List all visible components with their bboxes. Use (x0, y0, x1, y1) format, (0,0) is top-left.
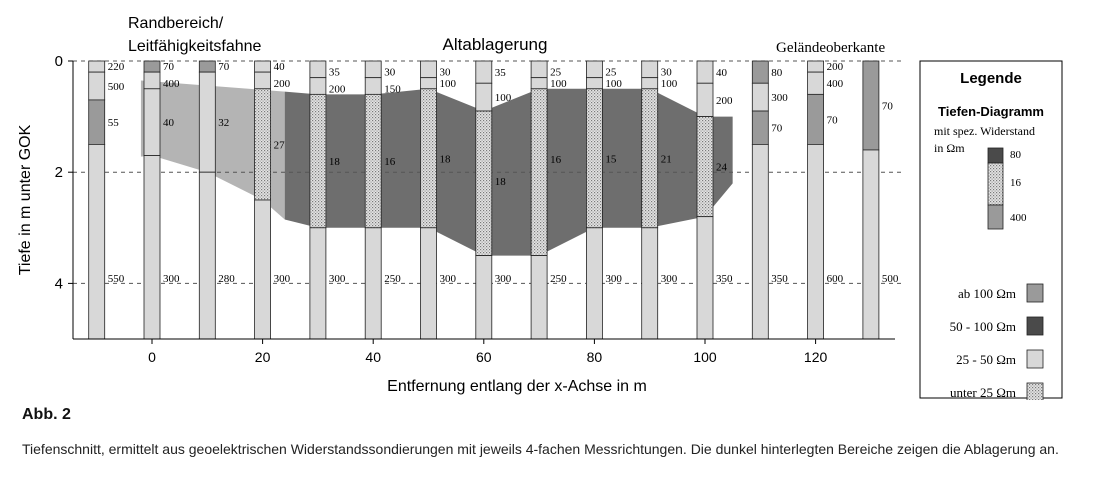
resistivity-label: 100 (660, 77, 678, 90)
legend-swatch (1027, 317, 1043, 335)
resistivity-label: 550 (107, 272, 125, 285)
resistivity-label: 400 (826, 78, 844, 91)
annotation-gelaendeoberkante: Geländeoberkante (776, 40, 886, 56)
resistivity-label: 600 (826, 272, 844, 285)
resistivity-label: 70 (218, 61, 230, 74)
legend-sample-value: 16 (1010, 177, 1021, 189)
resistivity-label: 21 (660, 153, 672, 166)
legend-class-label: unter 25 Ωm (950, 385, 1016, 400)
layer-block (255, 200, 271, 339)
y-tick-label: 2 (54, 164, 63, 182)
layer-block (642, 228, 658, 339)
layer-block (421, 78, 437, 89)
layer-block (310, 78, 326, 95)
resistivity-label: 30 (439, 66, 451, 79)
x-tick-label: 0 (148, 349, 156, 365)
resistivity-label: 100 (550, 77, 567, 90)
resistivity-label: 350 (716, 272, 733, 285)
resistivity-label: 350 (771, 272, 788, 285)
layer-block (586, 61, 602, 78)
resistivity-label: 300 (328, 272, 346, 285)
layer-block (586, 89, 602, 228)
sounding--10 (89, 61, 125, 339)
layer-block (89, 144, 105, 339)
legend-sample-value: 400 (1010, 212, 1027, 224)
layer-block (863, 61, 879, 150)
sounding-130 (863, 61, 899, 339)
layer-block (808, 72, 824, 94)
layer-block (199, 61, 215, 72)
resistivity-label: 80 (771, 67, 783, 80)
x-tick-label: 100 (693, 349, 717, 365)
resistivity-label: 40 (716, 67, 727, 80)
layer-block (310, 228, 326, 339)
resistivity-label: 200 (273, 77, 291, 90)
layer-block (531, 61, 547, 78)
layer-block (476, 83, 492, 111)
resistivity-label: 16 (550, 153, 562, 166)
resistivity-label: 300 (439, 272, 456, 285)
layer-block (642, 89, 658, 228)
legend-swatch (1027, 284, 1043, 302)
legend-class-label: ab 100 Ωm (957, 286, 1016, 301)
layer-block (144, 89, 160, 156)
resistivity-label: 250 (550, 272, 567, 285)
layer-block (310, 94, 326, 227)
legend-title: Legende (960, 70, 1022, 87)
layer-block (752, 111, 768, 144)
x-ticks (148, 339, 827, 365)
resistivity-label: 280 (218, 272, 235, 285)
layer-block (531, 89, 547, 256)
layer-block (586, 228, 602, 339)
layer-block (255, 89, 271, 200)
y-tick-label: 0 (54, 53, 63, 70)
layer-block (421, 89, 437, 228)
legend-class-label: 25 - 50 Ωm (956, 352, 1016, 367)
legend-caption-line1: mit spez. Widerstand (934, 124, 1035, 138)
resistivity-label: 500 (881, 272, 899, 285)
layer-block (199, 172, 215, 339)
resistivity-label: 100 (494, 92, 512, 105)
layer-block (365, 228, 381, 339)
resistivity-label: 70 (163, 61, 174, 74)
layer-block (144, 72, 160, 89)
legend (920, 61, 1062, 400)
layer-block (531, 256, 547, 339)
resistivity-label: 100 (439, 77, 456, 90)
layer-block (89, 100, 105, 144)
resistivity-label: 300 (163, 272, 180, 285)
layer-block (476, 256, 492, 339)
layer-block (752, 83, 768, 111)
layer-block (365, 61, 381, 78)
resistivity-label: 100 (605, 77, 622, 90)
sounding-120 (808, 61, 844, 339)
layer-block (642, 61, 658, 78)
layer-block (365, 94, 381, 227)
figure-caption: Tiefenschnitt, ermittelt aus geoelektrischen Widerstandssondierungen mit jeweils 4-fachen Messrichtungen. Die dunkel hinterlegten Bereiche zeigen die Ablagerung an. (22, 441, 1059, 457)
legend-sample-value: 80 (1010, 149, 1021, 161)
y-ticks (55, 53, 73, 292)
x-axis-title: Entfernung entlang der x-Achse in m (387, 378, 647, 395)
resistivity-label: 25 (605, 66, 617, 79)
resistivity-label: 25 (550, 66, 562, 79)
layer-block (421, 61, 437, 78)
resistivity-label: 300 (494, 272, 512, 285)
resistivity-label: 70 (826, 114, 838, 127)
legend-swatch (1027, 383, 1043, 400)
resistivity-label: 300 (273, 272, 291, 285)
resistivity-label: 35 (494, 67, 506, 80)
layer-block (255, 61, 271, 72)
sounding-110 (752, 61, 788, 339)
layer-block (89, 61, 105, 72)
resistivity-label: 400 (163, 77, 180, 90)
legend-class-label: 50 - 100 Ωm (949, 319, 1016, 334)
annotation-randbereich: Randbereich/ (128, 15, 224, 32)
resistivity-label: 200 (716, 94, 733, 107)
resistivity-label: 220 (107, 61, 125, 74)
figure-label: Abb. 2 (22, 406, 71, 423)
layer-block (476, 111, 492, 256)
layer-block (697, 217, 713, 339)
layer-block (144, 156, 160, 339)
layer-block (531, 78, 547, 89)
layer-block (642, 78, 658, 89)
legend-sample-block (988, 205, 1003, 229)
layer-block (310, 61, 326, 78)
y-axis-title: Tiefe in m unter GOK (17, 124, 34, 276)
resistivity-label: 30 (660, 66, 672, 79)
resistivity-label: 40 (163, 117, 174, 130)
layer-block (752, 61, 768, 83)
x-tick-label: 120 (803, 349, 828, 365)
resistivity-label: 300 (771, 92, 788, 105)
resistivity-label: 15 (605, 153, 617, 166)
legend-subtitle: Tiefen-Diagramm (938, 104, 1044, 119)
y-tick-label: 4 (54, 275, 63, 293)
layer-block (476, 61, 492, 83)
layer-block (752, 144, 768, 339)
layer-block (697, 83, 713, 116)
resistivity-label: 250 (384, 272, 401, 285)
x-tick-label: 60 (476, 349, 492, 365)
x-tick-label: 40 (365, 349, 381, 365)
resistivity-label: 27 (273, 139, 285, 152)
resistivity-label: 24 (716, 161, 727, 174)
resistivity-label: 150 (384, 83, 401, 96)
layer-block (89, 72, 105, 100)
resistivity-label: 500 (107, 81, 125, 94)
resistivity-label: 32 (218, 117, 230, 130)
legend-swatch (1027, 350, 1043, 368)
layer-block (697, 117, 713, 217)
layer-block (863, 150, 879, 339)
layer-block (697, 61, 713, 83)
legend-caption-line2: in Ωm (934, 141, 965, 155)
resistivity-label: 200 (328, 83, 346, 96)
layer-block (808, 144, 824, 339)
layer-block (144, 61, 160, 72)
resistivity-label: 300 (660, 272, 678, 285)
legend-sample-block (988, 163, 1003, 205)
resistivity-label: 40 (273, 61, 285, 74)
layer-block (255, 72, 271, 89)
x-tick-label: 80 (586, 349, 603, 365)
resistivity-label: 70 (771, 122, 783, 135)
resistivity-label: 18 (328, 156, 340, 169)
resistivity-label: 200 (826, 61, 844, 74)
layer-block (421, 228, 437, 339)
x-tick-label: 20 (254, 349, 271, 365)
layer-block (586, 78, 602, 89)
resistivity-label: 18 (494, 176, 506, 189)
resistivity-label: 18 (439, 153, 451, 166)
layer-block (199, 72, 215, 172)
resistivity-label: 16 (384, 156, 396, 169)
layer-block (808, 94, 824, 144)
chart-title: Altablagerung (442, 35, 548, 54)
layer-block (808, 61, 824, 72)
resistivity-label: 300 (605, 272, 622, 285)
resistivity-label: 70 (881, 100, 893, 113)
resistivity-label: 55 (107, 117, 119, 130)
resistivity-label: 35 (328, 66, 340, 79)
resistivity-label: 30 (384, 66, 396, 79)
legend-sample-block (988, 148, 1003, 163)
annotation-leitfaehigkeitsfahne: Leitfähigkeitsfahne (128, 38, 262, 55)
layer-block (365, 78, 381, 95)
